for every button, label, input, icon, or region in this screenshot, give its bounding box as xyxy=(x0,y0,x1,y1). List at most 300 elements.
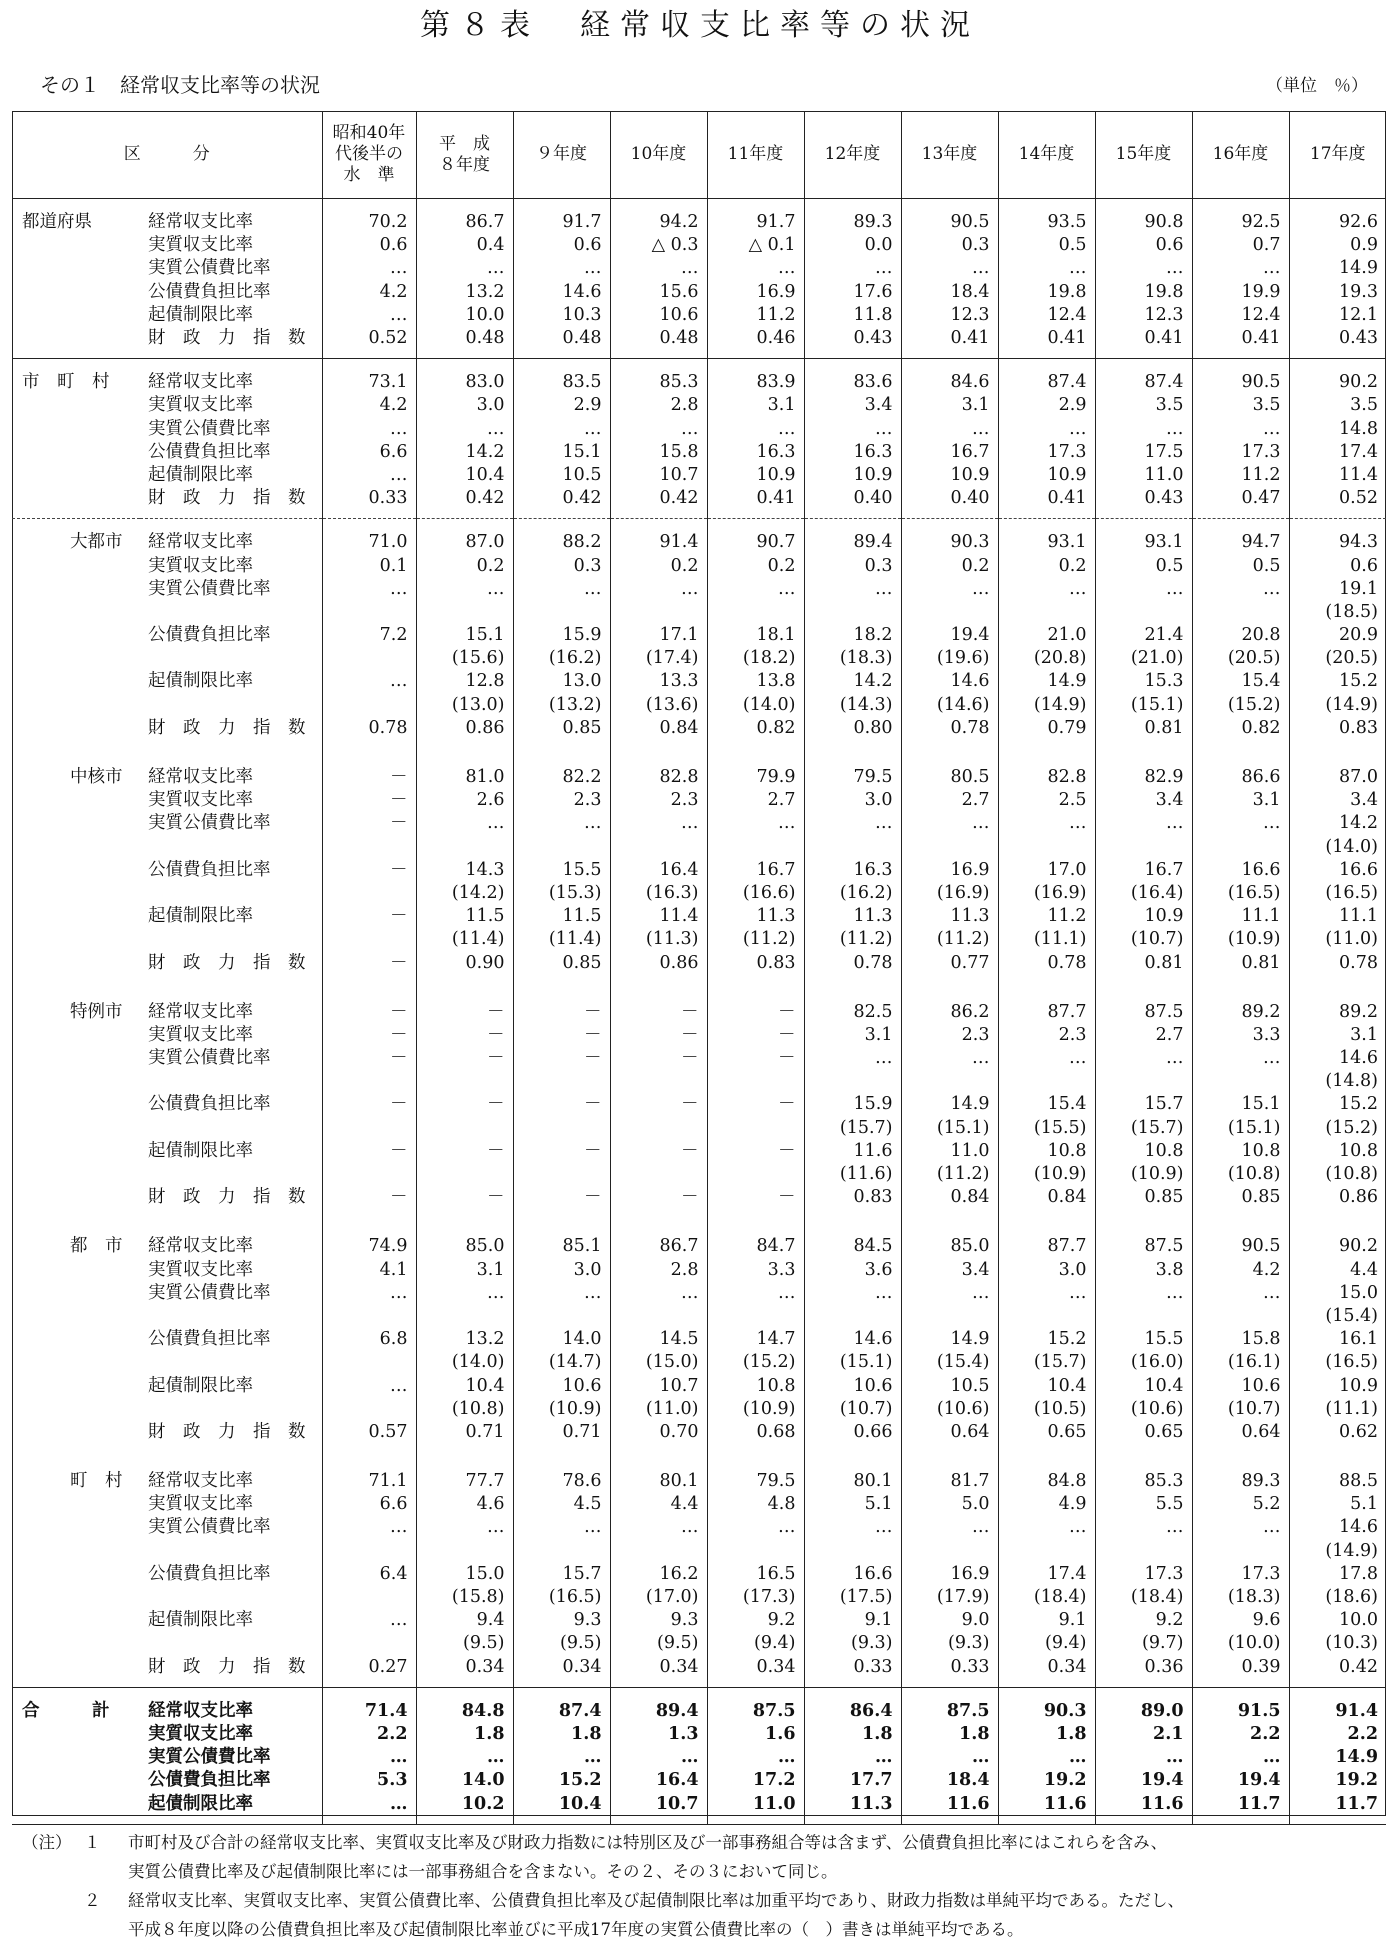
row-category-empty xyxy=(12,327,140,359)
cell-value: 9.3 xyxy=(513,1609,610,1632)
row-label: 実質収支比率 xyxy=(148,1494,253,1515)
cell-value: 0.43 xyxy=(804,327,901,359)
cell-value: 90.5 xyxy=(901,199,998,235)
cell-value: 80.5 xyxy=(901,754,998,789)
row-category-empty xyxy=(12,1374,140,1397)
cell-value: 10.3 xyxy=(513,304,610,327)
row-category-empty xyxy=(12,1421,140,1458)
row-category-empty xyxy=(12,601,140,624)
cell-value: (20.5) xyxy=(1192,647,1289,670)
header-showa40: 昭和40年代後半の水 準 xyxy=(322,111,416,199)
cell-value xyxy=(998,1070,1095,1093)
cell-value: … xyxy=(416,1746,513,1769)
row-category-empty xyxy=(12,441,140,464)
cell-value: … xyxy=(707,1746,804,1769)
cell-value: 84.6 xyxy=(901,359,998,395)
cell-value: 21.0 xyxy=(998,624,1095,647)
cell-value: 0.82 xyxy=(707,717,804,754)
cell-value: 14.6 xyxy=(901,670,998,693)
cell-showa40: … xyxy=(322,670,416,693)
row-category-empty xyxy=(12,1351,140,1374)
cell-value: … xyxy=(901,257,998,280)
cell-value: 91.7 xyxy=(707,199,804,235)
table-row xyxy=(12,1070,1386,1093)
table-row xyxy=(12,1746,1386,1769)
cell-value: 87.5 xyxy=(707,1687,804,1723)
cell-value: 4.6 xyxy=(416,1493,513,1516)
row-category-empty xyxy=(12,1093,140,1116)
header-year: 17年度 xyxy=(1289,111,1386,199)
cell-value: 10.5 xyxy=(513,464,610,487)
cell-value: (14.2) xyxy=(416,882,513,905)
cell-value: (11.2) xyxy=(901,928,998,951)
row-label: 実質公債費比率 xyxy=(148,1517,271,1538)
table-row xyxy=(12,1632,1386,1655)
cell-showa40: － xyxy=(322,1093,416,1116)
cell-value xyxy=(901,601,998,624)
cell-value: 0.64 xyxy=(1192,1421,1289,1458)
cell-value: 18.2 xyxy=(804,624,901,647)
cell-showa40 xyxy=(322,836,416,859)
cell-value: (14.6) xyxy=(901,694,998,717)
table-row xyxy=(12,989,1386,1024)
cell-value: 16.4 xyxy=(610,1769,707,1792)
cell-value: … xyxy=(1095,578,1192,601)
notes xyxy=(22,1828,1382,1944)
row-label: 起債制限比率 xyxy=(148,1140,253,1161)
row-label: 経常収支比率 xyxy=(148,1471,253,1492)
cell-value: (10.6) xyxy=(901,1398,998,1421)
cell-value: 0.33 xyxy=(804,1656,901,1688)
cell-value xyxy=(998,1305,1095,1328)
cell-value: 14.9 xyxy=(901,1093,998,1116)
cell-value: 80.1 xyxy=(804,1458,901,1493)
row-category-empty xyxy=(12,1563,140,1586)
cell-value: (14.9) xyxy=(1289,1540,1386,1563)
cell-value xyxy=(416,1070,513,1093)
cell-value: … xyxy=(901,1516,998,1539)
cell-value: － xyxy=(513,1024,610,1047)
cell-value: － xyxy=(610,1047,707,1070)
table-row xyxy=(12,1093,1386,1116)
cell-value: 0.9 xyxy=(1289,234,1386,257)
row-category-empty xyxy=(12,928,140,951)
cell-value: 83.5 xyxy=(513,359,610,395)
row-label: 実質公債費比率 xyxy=(148,1747,271,1768)
cell-value xyxy=(416,601,513,624)
cell-value: 10.6 xyxy=(804,1374,901,1397)
cell-value xyxy=(998,601,1095,624)
cell-value: 85.1 xyxy=(513,1223,610,1258)
cell-value: 78.6 xyxy=(513,1458,610,1493)
cell-value: 10.4 xyxy=(1095,1374,1192,1397)
cell-value: (16.5) xyxy=(1289,882,1386,905)
table-row xyxy=(12,882,1386,905)
header-kubun: 区 分 xyxy=(12,111,322,199)
cell-showa40: 4.2 xyxy=(322,281,416,304)
cell-value: (16.9) xyxy=(901,882,998,905)
cell-value: 17.3 xyxy=(1192,1563,1289,1586)
row-label: 公債費負担比率 xyxy=(148,441,271,462)
row-label: 実質公債費比率 xyxy=(148,578,271,599)
cell-value: … xyxy=(707,257,804,280)
cell-value: 89.2 xyxy=(1289,989,1386,1024)
cell-value xyxy=(1095,836,1192,859)
cell-value: … xyxy=(707,812,804,835)
cell-value: … xyxy=(513,418,610,441)
row-category-empty xyxy=(12,1656,140,1688)
cell-showa40 xyxy=(322,1305,416,1328)
row-label: 実質公債費比率 xyxy=(148,418,271,439)
cell-value: 15.2 xyxy=(1289,1093,1386,1116)
cell-value: 10.8 xyxy=(707,1374,804,1397)
cell-value xyxy=(1095,601,1192,624)
cell-value: 16.9 xyxy=(901,859,998,882)
row-label xyxy=(140,836,322,859)
table-row xyxy=(12,234,1386,257)
cell-value: 89.4 xyxy=(804,519,901,555)
cell-showa40: 0.27 xyxy=(322,1656,416,1688)
cell-value: (17.9) xyxy=(901,1586,998,1609)
cell-value: 0.41 xyxy=(707,487,804,519)
cell-value: 4.9 xyxy=(998,1493,1095,1516)
cell-value: (13.0) xyxy=(416,694,513,717)
cell-value: 11.5 xyxy=(513,905,610,928)
cell-value: 3.4 xyxy=(804,394,901,417)
cell-value: 14.9 xyxy=(901,1328,998,1351)
cell-value: 17.3 xyxy=(1192,441,1289,464)
row-label: 財 政 力 指 数 xyxy=(148,1187,306,1208)
cell-value: 14.6 xyxy=(513,281,610,304)
cell-value: 3.1 xyxy=(1289,1024,1386,1047)
cell-value xyxy=(707,836,804,859)
cell-value: 0.34 xyxy=(416,1656,513,1688)
cell-value: － xyxy=(513,1047,610,1070)
cell-value: (9.3) xyxy=(901,1632,998,1655)
cell-value: 0.86 xyxy=(610,951,707,988)
cell-value: (10.3) xyxy=(1289,1632,1386,1655)
table-row xyxy=(12,1047,1386,1070)
cell-value: 17.8 xyxy=(1289,1563,1386,1586)
table-row xyxy=(12,1024,1386,1047)
cell-value: 5.1 xyxy=(1289,1493,1386,1516)
cell-value xyxy=(416,1117,513,1140)
cell-value: 82.5 xyxy=(804,989,901,1024)
cell-value: 89.3 xyxy=(804,199,901,235)
cell-value: … xyxy=(513,1516,610,1539)
table-row xyxy=(12,257,1386,280)
row-label: 経常収支比率 xyxy=(148,1700,253,1721)
cell-value: 19.2 xyxy=(998,1769,1095,1792)
cell-value xyxy=(513,601,610,624)
table-row xyxy=(12,1163,1386,1186)
cell-value: 0.71 xyxy=(513,1421,610,1458)
cell-value: 0.47 xyxy=(1192,487,1289,519)
table-row xyxy=(12,1398,1386,1421)
cell-value: 17.3 xyxy=(998,441,1095,464)
cell-value: － xyxy=(707,1093,804,1116)
cell-value: (15.7) xyxy=(998,1351,1095,1374)
cell-value: … xyxy=(901,578,998,601)
cell-value: (10.7) xyxy=(1192,1398,1289,1421)
cell-value: 14.9 xyxy=(1289,257,1386,280)
cell-value: 87.0 xyxy=(416,519,513,555)
cell-value: 0.83 xyxy=(804,1186,901,1223)
cell-value: 14.2 xyxy=(416,441,513,464)
cell-value: 14.8 xyxy=(1289,418,1386,441)
cell-value: 0.84 xyxy=(998,1186,1095,1223)
cell-value: 14.9 xyxy=(1289,1746,1386,1769)
note-text: 市町村及び合計の経常収支比率、実質収支比率及び財政力指数には特別区及び一部事務組合等は含まず、公債費負担比率にはこれらを含み、 xyxy=(128,1833,1168,1852)
cell-value: 0.84 xyxy=(610,717,707,754)
cell-value xyxy=(610,1117,707,1140)
cell-value: 85.3 xyxy=(1095,1458,1192,1493)
cell-showa40: 2.2 xyxy=(322,1723,416,1746)
cell-value xyxy=(804,601,901,624)
cell-value: … xyxy=(998,578,1095,601)
cell-value: (16.5) xyxy=(1289,1351,1386,1374)
row-category-empty xyxy=(12,234,140,257)
cell-value: 11.0 xyxy=(1095,464,1192,487)
cell-value: 91.5 xyxy=(1192,1687,1289,1723)
cell-value: 89.2 xyxy=(1192,989,1289,1024)
cell-value: 11.0 xyxy=(707,1792,804,1824)
cell-value: 0.79 xyxy=(998,717,1095,754)
cell-value: 19.8 xyxy=(998,281,1095,304)
cell-value: 88.2 xyxy=(513,519,610,555)
cell-value: 21.4 xyxy=(1095,624,1192,647)
cell-value: … xyxy=(1095,812,1192,835)
cell-value: 12.1 xyxy=(1289,304,1386,327)
cell-value: 90.2 xyxy=(1289,1223,1386,1258)
cell-value: 16.6 xyxy=(1192,859,1289,882)
cell-value: (16.6) xyxy=(707,882,804,905)
cell-value: (11.0) xyxy=(610,1398,707,1421)
cell-showa40: 71.4 xyxy=(322,1687,416,1723)
cell-value: … xyxy=(1192,1516,1289,1539)
cell-value: 79.9 xyxy=(707,754,804,789)
cell-value: － xyxy=(416,1186,513,1223)
cell-value: 85.0 xyxy=(416,1223,513,1258)
cell-showa40: … xyxy=(322,578,416,601)
cell-value: … xyxy=(707,1282,804,1305)
table-row xyxy=(12,304,1386,327)
cell-value: 19.3 xyxy=(1289,281,1386,304)
cell-value: … xyxy=(610,1282,707,1305)
cell-value: － xyxy=(707,1047,804,1070)
cell-value: 81.0 xyxy=(416,754,513,789)
cell-value: 87.0 xyxy=(1289,754,1386,789)
cell-value: 87.5 xyxy=(1095,989,1192,1024)
cell-value: 17.6 xyxy=(804,281,901,304)
row-category-empty xyxy=(12,1792,140,1824)
table-row xyxy=(12,487,1386,519)
table-row xyxy=(12,1259,1386,1282)
cell-value: 9.0 xyxy=(901,1609,998,1632)
table-row xyxy=(12,951,1386,988)
cell-showa40 xyxy=(322,928,416,951)
table-row xyxy=(12,1769,1386,1792)
cell-showa40: 71.1 xyxy=(322,1458,416,1493)
cell-value: (16.4) xyxy=(1095,882,1192,905)
cell-value: 0.3 xyxy=(804,554,901,577)
cell-value xyxy=(1192,836,1289,859)
cell-showa40: 4.2 xyxy=(322,394,416,417)
cell-value: 12.4 xyxy=(998,304,1095,327)
row-category-empty xyxy=(12,464,140,487)
row-category-empty xyxy=(12,1163,140,1186)
cell-value: 3.1 xyxy=(901,394,998,417)
cell-value xyxy=(416,1540,513,1563)
cell-value: (14.7) xyxy=(513,1351,610,1374)
cell-value: － xyxy=(707,989,804,1024)
cell-value: 84.7 xyxy=(707,1223,804,1258)
cell-value: 9.1 xyxy=(804,1609,901,1632)
cell-value: 19.4 xyxy=(1095,1769,1192,1792)
cell-value: 0.77 xyxy=(901,951,998,988)
cell-value: △ 0.3 xyxy=(610,234,707,257)
cell-value: 85.3 xyxy=(610,359,707,395)
cell-value: 3.1 xyxy=(707,394,804,417)
row-label: 起債制限比率 xyxy=(148,671,253,692)
cell-value: (16.3) xyxy=(610,882,707,905)
table-row xyxy=(12,1282,1386,1305)
cell-value: 12.3 xyxy=(1095,304,1192,327)
cell-value: … xyxy=(610,418,707,441)
cell-value: (9.4) xyxy=(998,1632,1095,1655)
header-year: 10年度 xyxy=(610,111,707,199)
row-label: 財 政 力 指 数 xyxy=(140,1656,322,1688)
cell-value: 0.70 xyxy=(610,1421,707,1458)
cell-value: (17.5) xyxy=(804,1586,901,1609)
cell-value: 90.3 xyxy=(901,519,998,555)
cell-value: 16.7 xyxy=(901,441,998,464)
cell-value: 16.5 xyxy=(707,1563,804,1586)
table-row xyxy=(12,1223,1386,1258)
cell-value: 14.6 xyxy=(804,1328,901,1351)
cell-value: 0.6 xyxy=(513,234,610,257)
cell-showa40 xyxy=(322,694,416,717)
cell-value: 87.4 xyxy=(1095,359,1192,395)
row-category-empty xyxy=(12,905,140,928)
cell-value xyxy=(610,1070,707,1093)
cell-value: 94.3 xyxy=(1289,519,1386,555)
table-row xyxy=(12,199,1386,235)
cell-value: 10.2 xyxy=(416,1792,513,1824)
cell-value: … xyxy=(901,1047,998,1070)
row-label: 起債制限比率 xyxy=(148,464,253,485)
cell-value: … xyxy=(804,812,901,835)
cell-value: 11.6 xyxy=(901,1792,998,1824)
cell-value: (14.9) xyxy=(1289,694,1386,717)
cell-showa40 xyxy=(322,647,416,670)
row-label xyxy=(140,1586,322,1609)
cell-value: 0.34 xyxy=(707,1656,804,1688)
row-category: 都道府県 xyxy=(22,212,92,232)
row-label: 経常収支比率 xyxy=(148,372,253,393)
cell-value: 15.4 xyxy=(1192,670,1289,693)
cell-showa40: … xyxy=(322,1516,416,1539)
cell-value: … xyxy=(610,1746,707,1769)
cell-showa40: … xyxy=(322,1282,416,1305)
row-category-empty xyxy=(12,1117,140,1140)
cell-showa40: － xyxy=(322,859,416,882)
row-category-empty xyxy=(12,1586,140,1609)
row-category-empty xyxy=(12,789,140,812)
cell-showa40: … xyxy=(322,464,416,487)
cell-value: … xyxy=(1192,1282,1289,1305)
cell-value: (14.0) xyxy=(707,694,804,717)
cell-value: 4.8 xyxy=(707,1493,804,1516)
cell-value: 85.0 xyxy=(901,1223,998,1258)
row-category-empty xyxy=(12,418,140,441)
cell-value: … xyxy=(998,1516,1095,1539)
cell-value: 87.4 xyxy=(513,1687,610,1723)
cell-value xyxy=(513,1305,610,1328)
cell-value: 14.6 xyxy=(1289,1047,1386,1070)
cell-value: … xyxy=(1095,418,1192,441)
cell-value: 0.52 xyxy=(1289,487,1386,519)
cell-value: － xyxy=(610,1186,707,1223)
cell-value: 0.62 xyxy=(1289,1421,1386,1458)
cell-value: (11.2) xyxy=(707,928,804,951)
cell-value: (18.4) xyxy=(1095,1586,1192,1609)
row-label: 経常収支比率 xyxy=(148,532,253,553)
row-category-empty xyxy=(12,836,140,859)
cell-value: 11.1 xyxy=(1192,905,1289,928)
cell-value xyxy=(901,1540,998,1563)
table-row xyxy=(12,694,1386,717)
row-label: 公債費負担比率 xyxy=(148,1770,271,1791)
cell-value: 0.48 xyxy=(416,327,513,359)
cell-value: (10.9) xyxy=(707,1398,804,1421)
cell-value: 10.4 xyxy=(513,1792,610,1824)
cell-value: 16.6 xyxy=(804,1563,901,1586)
cell-value: 0.81 xyxy=(1192,951,1289,988)
cell-value: 88.5 xyxy=(1289,1458,1386,1493)
cell-showa40 xyxy=(322,1398,416,1421)
cell-value: 17.3 xyxy=(1095,1563,1192,1586)
cell-value: … xyxy=(1192,578,1289,601)
row-category-empty xyxy=(12,1493,140,1516)
cell-value: － xyxy=(513,1140,610,1163)
row-category-empty xyxy=(12,1723,140,1746)
cell-value: 0.48 xyxy=(610,327,707,359)
row-label xyxy=(140,647,322,670)
cell-value: 2.7 xyxy=(707,789,804,812)
cell-showa40: … xyxy=(322,418,416,441)
row-category-empty xyxy=(12,1282,140,1305)
row-category-empty xyxy=(12,1398,140,1421)
cell-value: 18.4 xyxy=(901,281,998,304)
cell-value: (18.4) xyxy=(998,1586,1095,1609)
cell-value: (16.1) xyxy=(1192,1351,1289,1374)
cell-value: 16.9 xyxy=(707,281,804,304)
cell-value: (18.3) xyxy=(1192,1586,1289,1609)
cell-value: (17.0) xyxy=(610,1586,707,1609)
cell-value: … xyxy=(513,257,610,280)
cell-value: 11.6 xyxy=(1095,1792,1192,1824)
cell-showa40 xyxy=(322,882,416,905)
cell-value: 11.4 xyxy=(610,905,707,928)
row-category: 大都市 xyxy=(70,532,123,553)
cell-value: 82.9 xyxy=(1095,754,1192,789)
cell-value: (10.7) xyxy=(1095,928,1192,951)
cell-value: (10.9) xyxy=(513,1398,610,1421)
row-category-empty xyxy=(12,882,140,905)
cell-value: － xyxy=(610,1024,707,1047)
cell-value: 0.39 xyxy=(1192,1656,1289,1688)
